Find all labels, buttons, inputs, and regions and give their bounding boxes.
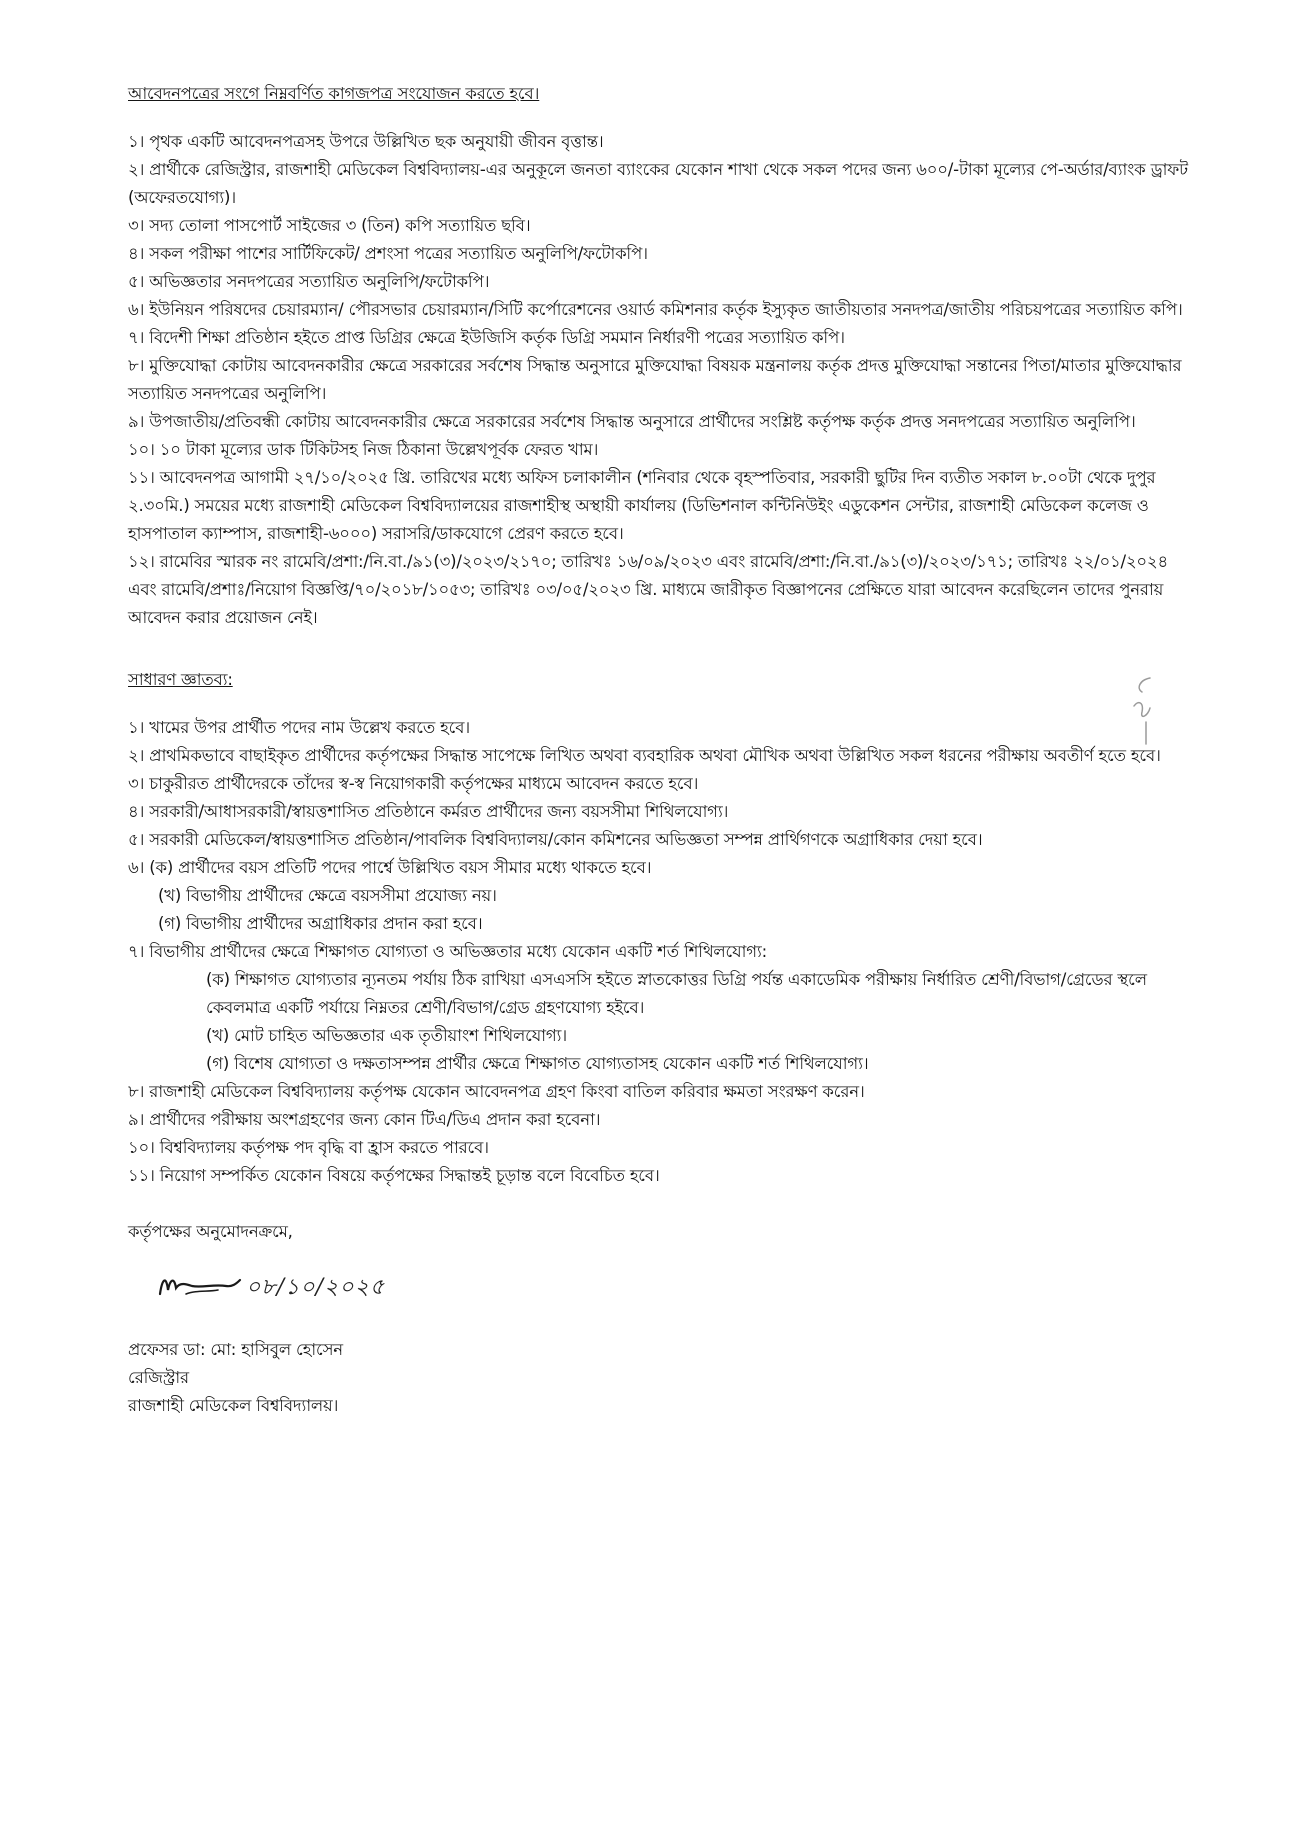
signature-date: ০৮/১০/২০২৫ [246, 1275, 386, 1300]
documents-item-9: ৯। উপজাতীয়/প্রতিবন্ধী কোটায় আবেদনকারীর ক্ষেত্রে সরকারের সর্বশেষ সিদ্ধান্ত অনুসারে প্রার্থীদের সংশ্লিষ্ট কর্তৃপক্ষ কর্তৃক প্রদত্ত সনদপত্রের সত্যায়িত অনুলিপি। [128, 412, 1136, 431]
documents-item-5: ৫। অভিজ্ঞতার সনদপত্রের সত্যায়িত অনুলিপি/ফটোকপি। [128, 272, 490, 291]
approval-line: কর্তৃপক্ষের অনুমোদনক্রমে, [128, 1222, 293, 1241]
general-item-7b: (খ) মোট চাহিত অভিজ্ঞতার এক তৃতীয়াংশ শিথিলযোগ্য। [206, 1026, 567, 1045]
signatory-block [128, 1336, 1188, 1420]
signatory-name: প্রফেসর ডা: মো: হাসিবুল হোসেন [128, 1340, 343, 1359]
general-item-3: ৩। চাকুরীরত প্রার্থীদেরকে তাঁদের স্ব-স্ব নিয়োগকারী কর্তৃপক্ষের মাধ্যমে আবেদন করতে হবে। [128, 774, 699, 793]
general-item-10: ১০। বিশ্ববিদ্যালয় কর্তৃপক্ষ পদ বৃদ্ধি বা হ্রাস করতে পারবে। [128, 1138, 489, 1157]
general-item-7a: (ক) শিক্ষাগত যোগ্যতার ন্যূনতম পর্যায় ঠিক রাখিয়া এসএসসি হইতে স্নাতকোত্তর ডিগ্রি পর্যন্ত একাডেমিক পরীক্ষায় নির্ধারিত শ্রেণী/বিভাগ/গ্রেডের স্থলে কেবলমাত্র একটি পর্যায়ে নিম্নতর শ্রেণী/বিভাগ/গ্রেড গ্রহণযোগ্য হইবে। [206, 970, 1147, 1017]
general-item-7c: (গ) বিশেষ যোগ্যতা ও দক্ষতাসম্পন্ন প্রার্থীর ক্ষেত্রে শিক্ষাগত যোগ্যতাসহ যেকোন একটি শর্ত শিথিলযোগ্য। [206, 1054, 869, 1073]
documents-item-2: ২। প্রার্থীকে রেজিস্ট্রার, রাজশাহী মেডিকেল বিশ্ববিদ্যালয়-এর অনুকূলে জনতা ব্যাংকের যেকোন শাখা থেকে সকল পদের জন্য ৬০০/-টাকা মূল্যের পে-অর্ডার/ব্যাংক ড্রাফট (অফেরতযোগ্য)। [128, 160, 1188, 207]
general-item-6b: (খ) বিভাগীয় প্রার্থীদের ক্ষেত্রে বয়সসীমা প্রযোজ্য নয়। [158, 886, 497, 905]
general-item-7: ৭। বিভাগীয় প্রার্থীদের ক্ষেত্রে শিক্ষাগত যোগ্যতা ও অভিজ্ঞতার মধ্যে যেকোন একটি শর্ত শিথিলযোগ্য: [128, 942, 768, 961]
general-item-2: ২। প্রাথমিকভাবে বাছাইকৃত প্রার্থীদের কর্তৃপক্ষের সিদ্ধান্ত সাপেক্ষে লিখিত অথবা ব্যবহারিক অথবা মৌখিক অথবা উল্লিখিত সকল ধরনের পরীক্ষায় অবতীর্ণ হতে হবে। [128, 746, 1161, 765]
documents-item-7: ৭। বিদেশী শিক্ষা প্রতিষ্ঠান হইতে প্রাপ্ত ডিগ্রির ক্ষেত্রে ইউজিসি কর্তৃক ডিগ্রি সমমান নির্ধারণী পত্রের সত্যায়িত কপি। [128, 328, 845, 347]
documents-item-8: ৮। মুক্তিযোদ্ধা কোটায় আবেদনকারীর ক্ষেত্রে সরকারের সর্বশেষ সিদ্ধান্ত অনুসারে মুক্তিযোদ্ধা বিষয়ক মন্ত্রনালয় কর্তৃক প্রদত্ত মুক্তিযোদ্ধা সন্তানের পিতা/মাতার মুক্তিযোদ্ধার সত্যায়িত সনদপত্রের অনুলিপি। [128, 356, 1182, 403]
general-item-4: ৪। সরকারী/আধাসরকারী/স্বায়ত্তশাসিত প্রতিষ্ঠানে কর্মরত প্রার্থীদের জন্য বয়সসীমা শিথিলযোগ্য। [128, 802, 729, 821]
general-item-5: ৫। সরকারী মেডিকেল/স্বায়ত্তশাসিত প্রতিষ্ঠান/পাবলিক বিশ্ববিদ্যালয়/কোন কমিশনের অভিজ্ঞতা সম্পন্ন প্রার্থিগণকে অগ্রাধিকার দেয়া হবে। [128, 830, 983, 849]
documents-item-4: ৪। সকল পরীক্ষা পাশের সার্টিফিকেট/ প্রশংসা পত্রের সত্যায়িত অনুলিপি/ফটোকপি। [128, 244, 648, 263]
general-item-9: ৯। প্রার্থীদের পরীক্ষায় অংশগ্রহণের জন্য কোন টিএ/ডিএ প্রদান করা হবেনা। [128, 1110, 601, 1129]
documents-item-3: ৩। সদ্য তোলা পাসপোর্ট সাইজের ৩ (তিন) কপি সত্যায়িত ছবি। [128, 216, 531, 235]
margin-initial-mark [1120, 672, 1164, 752]
document-body [128, 80, 1188, 1420]
documents-list [128, 128, 1188, 632]
general-list [128, 714, 1188, 1190]
general-item-1: ১। খামের উপর প্রার্থীত পদের নাম উল্লেখ করতে হবে। [128, 718, 470, 737]
general-item-11: ১১। নিয়োগ সম্পর্কিত যেকোন বিষয়ে কর্তৃপক্ষের সিদ্ধান্তই চূড়ান্ত বলে বিবেচিত হবে। [128, 1166, 660, 1185]
documents-section-heading: আবেদনপত্রের সংগে নিম্নবর্ণিত কাগজপত্র সংযোজন করতে হবে। [128, 84, 540, 103]
signature-scribble [156, 1260, 246, 1310]
signature [128, 1260, 1188, 1336]
general-item-6a: ৬। (ক) প্রার্থীদের বয়স প্রতিটি পদের পার্শ্বে উল্লিখিত বয়স সীমার মধ্যে থাকতে হবে। [128, 858, 652, 877]
documents-item-6: ৬। ইউনিয়ন পরিষদের চেয়ারম্যান/ পৌরসভার চেয়ারম্যান/সিটি কর্পোরেশনের ওয়ার্ড কমিশনার কর্তৃক ইস্যুকৃত জাতীয়তার সনদপত্র/জাতীয় পরিচয়পত্রের সত্যায়িত কপি। [128, 300, 1183, 319]
documents-item-1: ১। পৃথক একটি আবেদনপত্রসহ উপরে উল্লিখিত ছক অনুযায়ী জীবন বৃত্তান্ত। [128, 132, 604, 151]
documents-item-12: ১২। রামেবির স্মারক নং রামেবি/প্রশা:/নি.বা./৯১(৩)/২০২৩/২১৭০; তারিখঃ ১৬/০৯/২০২৩ এবং রামেবি/প্রশা:/নি.বা./৯১(৩)/২০২৩/১৭১; তারিখঃ ২২/০১/২০২৪ এবং রামেবি/প্রশাঃ/নিয়োগ বিজ্ঞপ্তি/৭০/২০১৮/১০৫৩; তারিখঃ ০৩/০৫/২০২৩ খ্রি. মাধ্যমে জারীকৃত বিজ্ঞাপনের প্রেক্ষিতে যারা আবেদন করেছিলেন তাদের পুনরায় আবেদন করার প্রয়োজন নেই। [128, 552, 1168, 627]
general-item-6c: (গ) বিভাগীয় প্রার্থীদের অগ্রাধিকার প্রদান করা হবে। [158, 914, 483, 933]
documents-item-10: ১০। ১০ টাকা মূল্যের ডাক টিকিটসহ নিজ ঠিকানা উল্লেখপূর্বক ফেরত খাম। [128, 440, 599, 459]
documents-item-11: ১১। আবেদনপত্র আগামী ২৭/১০/২০২৫ খ্রি. তারিখের মধ্যে অফিস চলাকালীন (শনিবার থেকে বৃহস্পতিবার, সরকারী ছুটির দিন ব্যতীত সকাল ৮.০০টা থেকে দুপুর ২.৩০মি.) সময়ের মধ্যে রাজশাহী মেডিকেল বিশ্ববিদ্যালয়ের রাজশাহীস্থ অস্থায়ী কার্যালয় (ডিভিশনাল কন্টিনিউইং এডুকেশন সেন্টার, রাজশাহী মেডিকেল কলেজ ও হাসপাতাল ক্যাম্পাস, রাজশাহী-৬০০০) সরাসরি/ডাকযোগে প্রেরণ করতে হবে। [128, 468, 1156, 543]
signatory-designation: রেজিস্ট্রার [128, 1368, 189, 1387]
signatory-organization: রাজশাহী মেডিকেল বিশ্ববিদ্যালয়। [128, 1396, 339, 1415]
general-item-8: ৮। রাজশাহী মেডিকেল বিশ্ববিদ্যালয় কর্তৃপক্ষ যেকোন আবেদনপত্র গ্রহণ কিংবা বাতিল করিবার ক্ষমতা সংরক্ষণ করেন। [128, 1082, 865, 1101]
general-section-heading: সাধারণ জ্ঞাতব্য: [128, 670, 233, 689]
